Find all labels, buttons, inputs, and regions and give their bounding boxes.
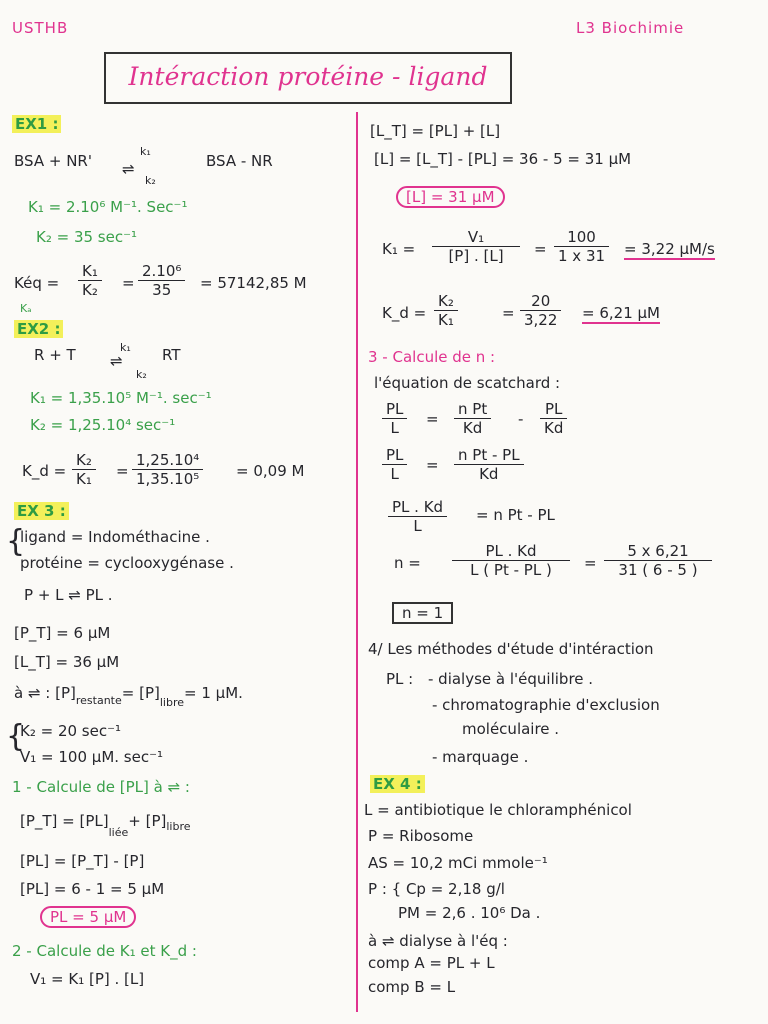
l-result: [L] = 31 μM	[396, 186, 505, 208]
fraction-numerator: n Pt - PL	[454, 446, 524, 465]
s4-frac-1	[452, 542, 570, 579]
ex2-kd-result: = 0,09 M	[236, 462, 305, 480]
scatchard-title: l'équation de scatchard :	[374, 374, 561, 392]
k1-result: = 3,22 μM/s	[624, 240, 715, 258]
fraction-numerator: K₂	[72, 451, 96, 470]
ex1-keq-result: = 57142,85 M	[200, 274, 307, 292]
ex4-as: AS = 10,2 mCi mmole⁻¹	[368, 854, 548, 872]
ex2-kd-fraction-2	[132, 451, 203, 488]
fraction-denominator: 1,35.10⁵	[136, 470, 200, 488]
ex3-lt: [L_T] = 36 μM	[14, 653, 120, 671]
kd-lhs: K_d =	[382, 304, 427, 322]
ex1-k1-arrow-label: k₁	[140, 145, 151, 158]
method-chromatography: - chromatographie d'exclusion	[432, 696, 660, 714]
ex3-pt: [P_T] = 6 μM	[14, 624, 111, 642]
k1-lhs: K₁ =	[382, 240, 416, 258]
s2-frac-1	[382, 446, 407, 483]
fraction-denominator: L	[390, 465, 399, 483]
step4-title: 4/ Les méthodes d'étude d'intéraction	[368, 640, 654, 658]
ex4-cp: P : { Cp = 2,18 g/l	[368, 880, 505, 898]
s1-frac-1	[382, 400, 407, 437]
method-dialysis: - dialyse à l'équilibre .	[428, 670, 594, 688]
ex3-brace-2: {	[6, 719, 26, 754]
s4-frac-2	[604, 542, 712, 579]
fraction-denominator: 1 x 31	[558, 247, 606, 265]
ex2-k1-value: K₁ = 1,35.10⁵ M⁻¹. sec⁻¹	[30, 389, 212, 407]
kd-fraction-2	[520, 292, 561, 329]
fraction-numerator: PL . Kd	[452, 542, 570, 561]
ex3-protein: protéine = cyclooxygénase .	[20, 554, 234, 572]
fraction-denominator: Kd	[479, 465, 499, 483]
ex1-k2-value: K₂ = 35 sec⁻¹	[36, 228, 138, 246]
fraction-denominator: [P] . [L]	[448, 247, 504, 265]
ex1-k2-arrow-label: k₂	[145, 174, 156, 187]
fraction-denominator: 35	[152, 281, 172, 299]
s2-eq: =	[426, 456, 439, 474]
step3-title: 3 - Calcule de n :	[368, 348, 496, 366]
ex2-k1-arrow-label: k₁	[120, 341, 131, 354]
ex4-comp-a: comp A = PL + L	[368, 954, 495, 972]
ex3-pl-result: PL = 5 μM	[40, 906, 136, 928]
kd-result: = 6,21 μM	[582, 304, 660, 322]
ex3-rest-a: à ⇌ : [P]	[14, 684, 76, 702]
fraction-numerator: 20	[520, 292, 561, 311]
ex3-eq2: [PL] = [P_T] - [P]	[20, 852, 145, 870]
column-divider	[356, 112, 358, 1012]
k1-fraction	[432, 228, 520, 265]
lt-equation: [L_T] = [PL] + [L]	[370, 122, 501, 140]
ex1-equilibrium-arrow: ⇌	[122, 160, 135, 178]
ex4-dialysis: à ⇌ dialyse à l'éq :	[368, 932, 508, 950]
method-labeling: - marquage .	[432, 748, 529, 766]
course-header: L3 Biochimie	[576, 19, 685, 37]
ex2-reaction-right: RT	[162, 346, 181, 364]
s4-eq: =	[584, 554, 597, 572]
fraction-numerator: 2.10⁶	[138, 262, 185, 281]
ex3-v1-eq: V₁ = K₁ [P] . [L]	[30, 970, 145, 988]
fraction-numerator: n Pt	[454, 400, 491, 419]
ex3-step1: 1 - Calcule de [PL] à ⇌ :	[12, 778, 190, 796]
s3-frac-1	[388, 498, 447, 535]
ex1-kass-note: Kₐ	[20, 302, 32, 315]
ex3-rest-c: = 1 μM.	[184, 684, 243, 702]
university-header: USTHB	[12, 19, 69, 37]
ex3-step2: 2 - Calcule de K₁ et K_d :	[12, 942, 197, 960]
ex3-rest-b: = [P]	[121, 684, 160, 702]
fraction-denominator: K₁	[76, 470, 92, 488]
fraction-denominator: L ( Pt - PL )	[470, 561, 552, 579]
ex4-label: EX 4 :	[370, 775, 425, 793]
fraction-denominator: L	[390, 419, 399, 437]
fraction-numerator: K₁	[78, 262, 102, 281]
ex3-k2: K₂ = 20 sec⁻¹	[20, 722, 122, 740]
kd-fraction	[434, 292, 458, 329]
k1-fraction-2	[554, 228, 609, 265]
fraction-numerator: 5 x 6,21	[604, 542, 712, 561]
ex2-kd-eq: =	[116, 462, 129, 480]
ex1-keq-fraction	[78, 262, 102, 299]
ex2-kd-lhs: K_d =	[22, 462, 67, 480]
ex3-eq1-b: + [P]	[128, 812, 167, 830]
ex3-rest-line	[14, 684, 243, 712]
ex1-reaction-right: BSA - NR	[206, 152, 273, 170]
ex3-v1: V₁ = 100 μM. sec⁻¹	[20, 748, 164, 766]
fraction-numerator: PL	[382, 400, 407, 419]
fraction-denominator: 31 ( 6 - 5 )	[618, 561, 698, 579]
s1-frac-2	[454, 400, 491, 437]
ex1-k1-value: K₁ = 2.10⁶ M⁻¹. Sec⁻¹	[28, 198, 188, 216]
fraction-denominator: K₁	[438, 311, 454, 329]
s4-lhs: n =	[394, 554, 421, 572]
s1-eq: =	[426, 410, 439, 428]
ex3-label: EX 3 :	[14, 502, 69, 520]
fraction-numerator: PL	[540, 400, 567, 419]
ex3-brace: {	[6, 524, 26, 559]
k1-eq: =	[534, 240, 547, 258]
fraction-numerator: K₂	[434, 292, 458, 311]
fraction-denominator: L	[413, 517, 422, 535]
ex1-label: EX1 :	[12, 115, 61, 133]
fraction-numerator: 100	[554, 228, 609, 247]
ex1-keq-lhs: Kéq =	[14, 274, 60, 292]
ex3-eq1-sub2: libre	[166, 820, 191, 833]
ex3-eq1	[20, 812, 191, 842]
fraction-numerator: PL	[382, 446, 407, 465]
method-chromatography-2: moléculaire .	[462, 720, 560, 738]
methods-pl-label: PL :	[386, 670, 414, 688]
fraction-numerator: PL . Kd	[388, 498, 447, 517]
fraction-denominator: Kd	[462, 419, 483, 437]
ex2-k2-arrow-label: k₂	[136, 368, 147, 381]
ex2-label: EX2 :	[14, 320, 63, 338]
ex3-ligand: ligand = Indométhacine .	[20, 528, 210, 546]
ex3-eq3: [PL] = 6 - 1 = 5 μM	[20, 880, 165, 898]
s1-frac-3	[540, 400, 567, 437]
ex3-rest-sub: restante	[75, 694, 122, 707]
s1-minus: -	[518, 410, 524, 428]
ex4-comp-b: comp B = L	[368, 978, 456, 996]
ex1-keq-fraction-2	[138, 262, 185, 299]
l-equation: [L] = [L_T] - [PL] = 36 - 5 = 31 μM	[374, 150, 632, 168]
ex2-equilibrium-arrow: ⇌	[110, 352, 123, 370]
fraction-numerator: V₁	[432, 228, 520, 247]
ex2-reaction-left: R + T	[34, 346, 76, 364]
ex3-eq1-a: [P_T] = [PL]	[20, 812, 109, 830]
ex4-protein: P = Ribosome	[368, 827, 474, 845]
kd-eq: =	[502, 304, 515, 322]
ex2-k2-value: K₂ = 1,25.10⁴ sec⁻¹	[30, 416, 176, 434]
ex3-rest-sub2: libre	[159, 696, 185, 709]
s3-rest: = n Pt - PL	[476, 506, 555, 524]
ex4-pm: PM = 2,6 . 10⁶ Da .	[398, 904, 541, 922]
ex4-ligand: L = antibiotique le chloramphénicol	[364, 801, 632, 819]
n-result: n = 1	[392, 602, 453, 624]
fraction-denominator: Kd	[544, 419, 564, 437]
fraction-denominator: 3,22	[524, 311, 558, 329]
title-frame	[104, 52, 512, 104]
s2-frac-2	[454, 446, 524, 483]
page-title: Intéraction protéine - ligand	[128, 62, 488, 91]
fraction-denominator: K₂	[82, 281, 98, 299]
ex1-keq-eq: =	[122, 274, 135, 292]
ex1-reaction-left: BSA + NR'	[14, 152, 92, 170]
ex3-eq1-sub: liée	[108, 826, 129, 839]
ex2-kd-fraction	[72, 451, 96, 488]
fraction-numerator: 1,25.10⁴	[132, 451, 203, 470]
ex3-reaction: P + L ⇌ PL .	[24, 586, 113, 604]
